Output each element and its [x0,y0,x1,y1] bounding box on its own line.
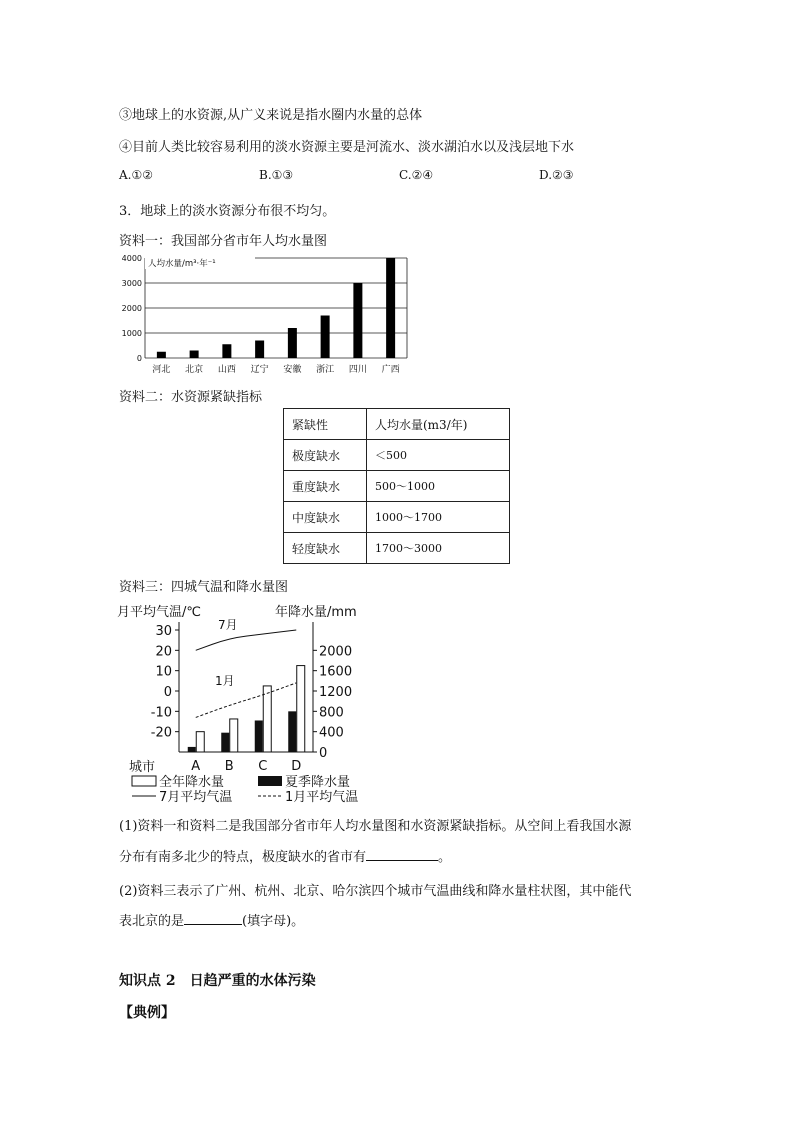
chart2-left-tick-label: -20 [150,725,172,741]
chart2-x-axis-label: 城市 [129,760,156,775]
chart1-bar [288,328,297,358]
sub-question-2-line-2 [119,910,304,929]
city-climate-chart [115,602,385,807]
example-label: 【典例】 [119,1005,175,1021]
chart1-grid [145,258,407,358]
chart2-left-tick-label: 20 [155,644,172,660]
per-capita-water-chart [115,252,415,380]
legend-label-annual-precip: 全年降水量 [159,775,225,790]
table-cell: 极度缺水 [284,440,367,471]
chart2-category-label: C [258,759,268,774]
chart2-category-label: A [191,759,201,774]
sub-question-1-line-2 [119,846,451,865]
chart2-bar-summer-precip [288,711,296,752]
table-row [284,533,510,564]
chart2-bar-annual-precip [230,719,238,752]
table-header-cell: 紧缺性 [284,409,367,440]
chart2-category-label: B [224,759,234,774]
legend-label-summer-precip: 夏季降水量 [285,775,351,790]
chart1-category-label: 辽宁 [250,365,269,375]
chart2-right-tick-labels [313,644,352,761]
sub-question-1-text: 分布有南多北少的特点，极度缺水的省市有 [119,850,367,865]
legend-swatch-annual-precip [132,776,156,786]
chart2-left-tick-label: -10 [150,705,172,721]
table-row [284,502,510,533]
section-title: 知识点 2 日趋严重的水体污染 [119,973,316,989]
chart1-ytick-labels [122,254,142,363]
chart2-left-tick-label: 10 [155,664,172,680]
chart2-left-tick-label: 30 [155,624,172,639]
chart1-y-axis-label: 人均水量/m³·年⁻¹ [148,259,216,269]
material-2-title: 资料二：水资源紧缺指标 [119,390,263,405]
chart1-bar [190,351,199,359]
option-a[interactable]: A.①② [119,168,153,182]
table-cell: 500～1000 [367,471,510,502]
chart2-right-tick-label: 800 [319,705,344,721]
chart1-category-label: 广西 [381,365,400,375]
sub-question-2-text: 表北京的是 [119,914,185,929]
chart2-right-tick-label: 1200 [319,685,353,700]
material-3-title: 资料三：四城气温和降水量图 [119,580,289,595]
table-row [284,471,510,502]
chart1-bar [222,344,231,358]
chart2-right-tick-label: 400 [319,725,344,741]
table-cell: 中度缺水 [284,502,367,533]
chart1-bar [157,352,166,358]
chart1-bar [386,258,395,358]
table-header-cell: 人均水量(m3/年) [367,409,510,440]
table-cell: 1700～3000 [367,533,510,564]
chart1-bar [321,316,330,359]
chart1-ytick-label: 0 [136,354,142,363]
chart2-right-tick-label: 1600 [319,664,353,680]
scarcity-table [283,408,510,564]
table-cell: 1000～1700 [367,502,510,533]
chart2-bar-summer-precip [255,720,263,752]
chart1-category-label: 安徽 [283,365,302,375]
answer-blank-2[interactable] [184,912,242,925]
chart1-category-labels [152,363,399,375]
chart2-left-tick-label: 0 [163,685,172,700]
legend-swatch-summer-precip [258,776,282,786]
chart2-right-tick-label: 0 [319,746,328,761]
chart1-ytick-label: 3000 [121,279,142,288]
chart2-bars [188,666,305,752]
sub-question-1-end: 。 [438,850,452,865]
chart2-lines [196,630,297,717]
chart2-bar-annual-precip [263,686,271,752]
chart2-bar-annual-precip [297,666,305,752]
chart1-ytick-label: 4000 [121,254,142,263]
chart2-bar-annual-precip [196,732,204,752]
chart1-category-label: 浙江 [316,365,335,375]
legend-label-july-temp: 7月平均气温 [159,790,233,805]
table-header-row [284,409,510,440]
table-cell: 轻度缺水 [284,533,367,564]
chart2-left-tick-labels [151,624,179,741]
chart2-category-labels [191,759,301,774]
option-c[interactable]: C.②④ [399,168,434,182]
chart2-annotation-july: 7月 [218,618,238,632]
table-row [284,440,510,471]
option-b[interactable]: B.①③ [259,168,294,182]
sub-question-2-end: (填字母)。 [242,914,305,929]
sub-question-1-line-1: (1)资料一和资料二是我国部分省市年人均水量图和水资源紧缺指标。从空间上看我国水源 [119,819,632,834]
question-3-stem: 3．地球上的淡水资源分布很不均匀。 [119,204,336,219]
answer-blank-1[interactable] [366,848,438,861]
material-1-title: 资料一：我国部分省市年人均水量图 [119,234,328,249]
chart2-right-axis-label: 年降水量/mm [275,605,357,620]
chart2-line-july-temp [196,630,297,650]
chart1-ytick-label: 1000 [121,329,142,338]
statement-4: ④目前人类比较容易利用的淡水资源主要是河流水、淡水湖泊水以及浅层地下水 [119,140,575,155]
chart2-annotation-january: 1月 [215,674,235,688]
chart1-category-label: 河北 [152,365,171,375]
chart1-category-label: 四川 [348,365,367,375]
sub-question-2-line-1: (2)资料三表示了广州、杭州、北京、哈尔滨四个城市气温曲线和降水量柱状图，其中能代 [119,884,632,899]
legend-label-january-temp: 1月平均气温 [285,790,359,805]
table-cell: 重度缺水 [284,471,367,502]
table-cell: ＜500 [367,440,510,471]
chart2-line-january-temp [196,683,297,718]
chart1-category-label: 北京 [185,365,204,375]
chart2-bar-summer-precip [221,733,229,752]
chart1-ytick-label: 2000 [121,304,142,313]
chart1-category-label: 山西 [217,365,236,375]
statement-3: ③地球上的水资源,从广义来说是指水圈内水量的总体 [119,108,423,123]
chart2-category-label: D [291,759,302,774]
chart1-bar [255,341,264,359]
chart2-bar-summer-precip [188,747,196,752]
chart1-bar [353,283,362,358]
option-d[interactable]: D.②③ [539,168,574,182]
chart2-right-tick-label: 2000 [319,644,353,660]
chart2-left-axis-label: 月平均气温/℃ [117,605,201,620]
